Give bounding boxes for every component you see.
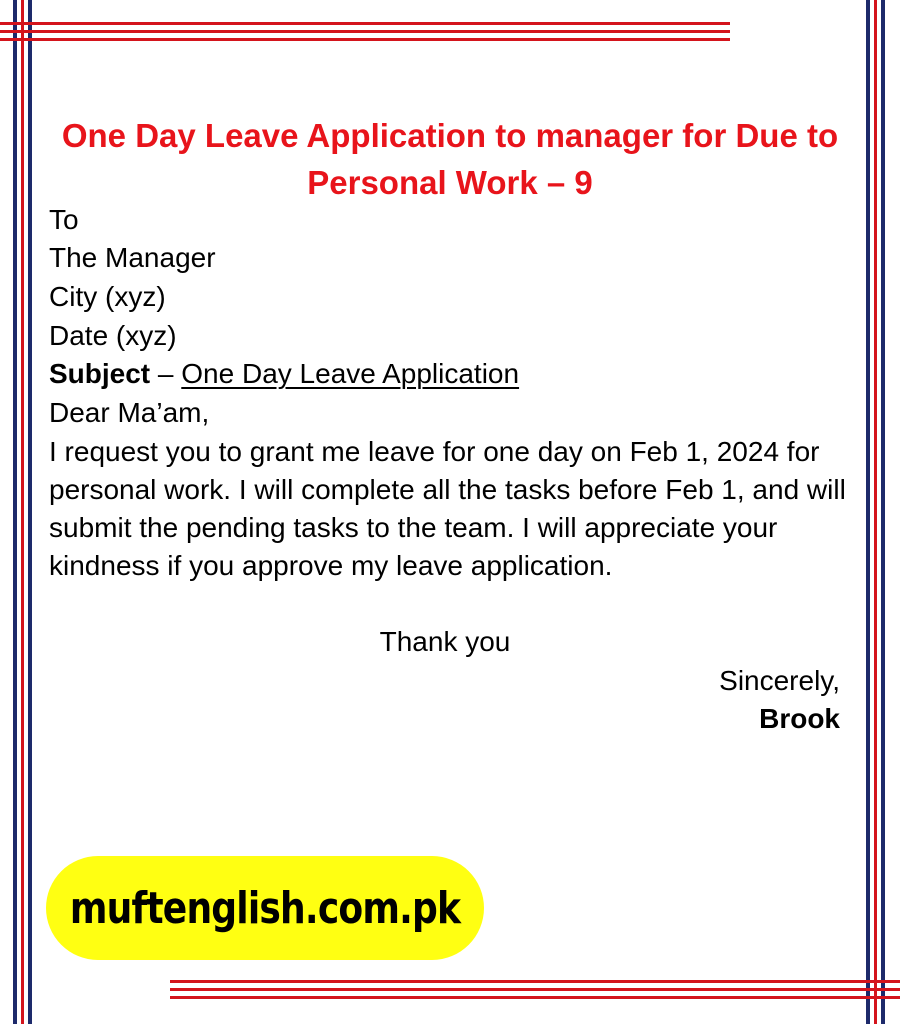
website-badge-text: muftenglish.com.pk [69,882,461,934]
bottom-border-line-3 [170,996,900,999]
left-border-line-3 [28,0,32,1024]
left-border-line-1 [13,0,17,1024]
letter-body: I request you to grant me leave for one day on Feb 1, 2024 for personal work. I will complete all the tasks before Feb 1, and will submit the pending tasks to the team. I will appreciate your kindness if you approve my leave application. [49,436,846,581]
to-line: To [49,204,79,235]
closing-line: Sincerely, [719,665,840,696]
subject-label: Subject [49,358,151,389]
right-border-line-3 [881,0,885,1024]
city-line: City (xyz) [49,281,166,312]
bottom-border-line-2 [170,988,900,991]
top-border-line-1 [0,22,730,25]
subject-line [49,355,519,393]
thank-you-line: Thank you [379,626,511,657]
letter-title: One Day Leave Application to manager for Due to Personal Work – 9 [61,117,839,201]
top-border-line-2 [0,30,730,33]
subject-separator: – [150,358,182,389]
bottom-border-line-1 [170,980,900,983]
left-border-line-2 [21,0,24,1024]
top-border-line-3 [0,38,730,41]
right-border-line-1 [866,0,870,1024]
recipient-line: The Manager [49,242,216,273]
salutation: Dear Ma’am, [49,397,210,428]
website-badge [46,856,484,960]
subject-text: One Day Leave Application [181,358,520,389]
date-line: Date (xyz) [49,320,177,351]
right-border-line-2 [874,0,877,1024]
signature: Brook [759,703,840,734]
